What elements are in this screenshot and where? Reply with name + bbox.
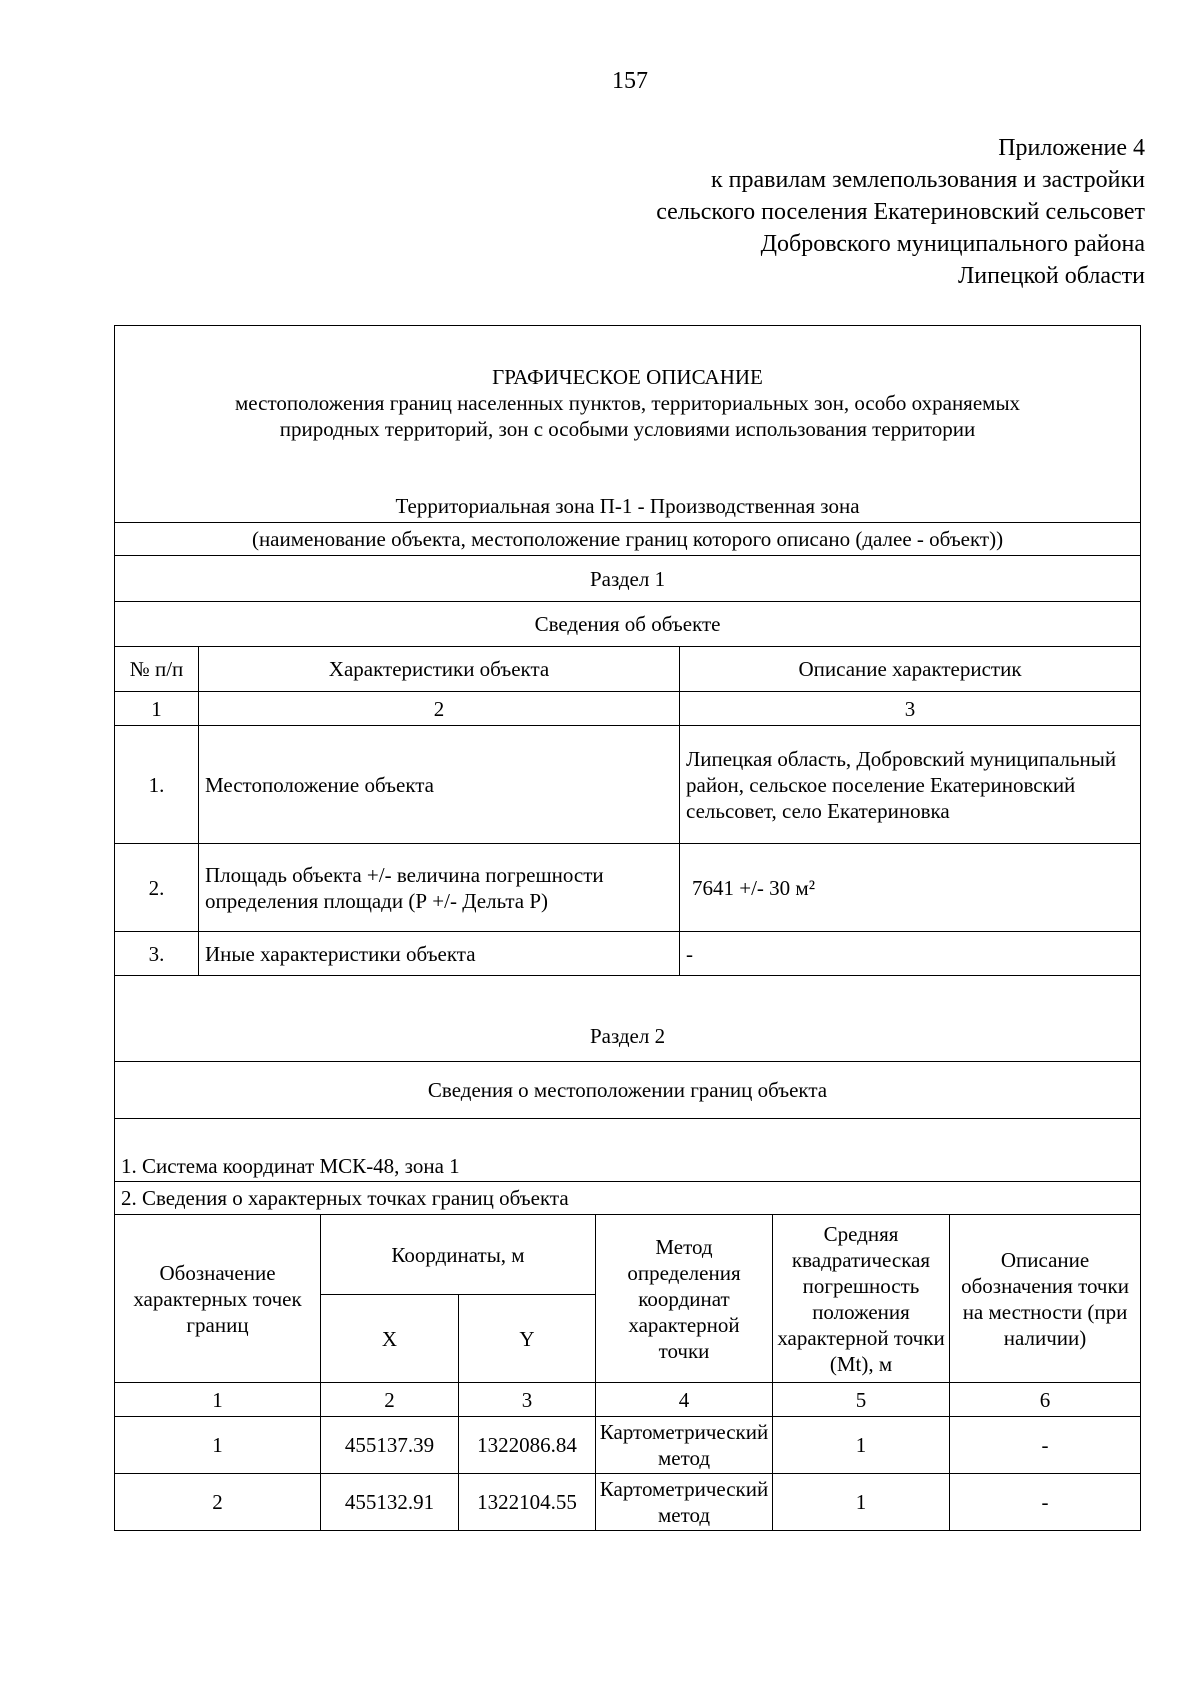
- section1-title: Раздел 1: [115, 556, 1141, 602]
- point-id: 2: [115, 1474, 321, 1531]
- column-number: 1: [115, 692, 199, 726]
- document-subtitle: природных территорий, зон с особыми условиями использования территории: [279, 417, 976, 441]
- zone-name: Территориальная зона П-1 - Производственная зона: [395, 494, 860, 518]
- appendix-line: Липецкой области: [958, 263, 1145, 289]
- point-y: 1322104.55: [459, 1474, 596, 1531]
- point-y: 1322086.84: [459, 1417, 596, 1474]
- description-cell: -: [680, 932, 1141, 976]
- row-number: 3.: [115, 932, 199, 976]
- section2-subtitle: Сведения о местоположении границ объекта: [115, 1062, 1141, 1119]
- column-header-y: Y: [459, 1295, 596, 1383]
- description-cell: Липецкая область, Добровский муниципальный район, сельское поселение Екатериновский сельсовет, село Екатериновка: [680, 726, 1141, 844]
- table-row: [115, 1417, 1141, 1474]
- column-number: 1: [115, 1383, 321, 1417]
- column-header-error: Средняя квадратическая погрешность положения характерной точки (Mt), м: [773, 1215, 950, 1383]
- row-number: 2.: [115, 844, 199, 932]
- characteristic-cell: Иные характеристики объекта: [199, 932, 680, 976]
- characteristic-cell: Местоположение объекта: [199, 726, 680, 844]
- column-header-point-description: Описание обозначения точки на местности (при наличии): [950, 1215, 1141, 1383]
- table-row: [115, 1474, 1141, 1531]
- appendix-line: к правилам землепользования и застройки: [710, 167, 1145, 193]
- appendix-line: Добровского муниципального района: [760, 231, 1145, 257]
- coordinate-system: 1. Система координат МСК-48, зона 1: [115, 1119, 1141, 1182]
- object-caption: (наименование объекта, местоположение границ которого описано (далее - объект)): [115, 523, 1141, 556]
- description-cell: 7641 +/- 30 м²: [680, 844, 1141, 932]
- section1-subtitle: Сведения об объекте: [115, 602, 1141, 647]
- point-method: Картометрический метод: [596, 1417, 773, 1474]
- column-header-num: № п/п: [115, 647, 199, 692]
- section2-title: Раздел 2: [115, 976, 1141, 1062]
- column-header-point: Обозначение характерных точек границ: [115, 1215, 321, 1383]
- column-number: 3: [459, 1383, 596, 1417]
- column-number: 6: [950, 1383, 1141, 1417]
- point-x: 455132.91: [321, 1474, 459, 1531]
- appendix-line: Приложение 4: [998, 135, 1145, 161]
- graphic-description-table: [114, 325, 1141, 1531]
- points-caption: 2. Сведения о характерных точках границ объекта: [115, 1182, 1141, 1215]
- document-title: ГРАФИЧЕСКОЕ ОПИСАНИЕ: [492, 365, 763, 389]
- column-number: 5: [773, 1383, 950, 1417]
- column-header-method: Метод определения координат характерной точки: [596, 1215, 773, 1383]
- point-error: 1: [773, 1417, 950, 1474]
- point-description: -: [950, 1474, 1141, 1531]
- column-number: 2: [199, 692, 680, 726]
- appendix-line: сельского поселения Екатериновский сельсовет: [656, 199, 1145, 225]
- point-id: 1: [115, 1417, 321, 1474]
- column-header-x: X: [321, 1295, 459, 1383]
- column-header-characteristic: Характеристики объекта: [199, 647, 680, 692]
- point-x: 455137.39: [321, 1417, 459, 1474]
- column-header-description: Описание характеристик: [680, 647, 1141, 692]
- point-description: -: [950, 1417, 1141, 1474]
- point-method: Картометрический метод: [596, 1474, 773, 1531]
- appendix-block: [445, 132, 1145, 292]
- column-number: 3: [680, 692, 1141, 726]
- characteristic-cell: Площадь объекта +/- величина погрешности определения площади (Р +/- Дельта Р): [199, 844, 680, 932]
- document-header: [115, 326, 1141, 523]
- column-number: 4: [596, 1383, 773, 1417]
- document-subtitle: местоположения границ населенных пунктов, территориальных зон, особо охраняемых: [235, 391, 1021, 415]
- row-number: 1.: [115, 726, 199, 844]
- column-number: 2: [321, 1383, 459, 1417]
- page-number: 157: [612, 68, 648, 94]
- column-header-coordinates: Координаты, м: [321, 1215, 596, 1295]
- point-error: 1: [773, 1474, 950, 1531]
